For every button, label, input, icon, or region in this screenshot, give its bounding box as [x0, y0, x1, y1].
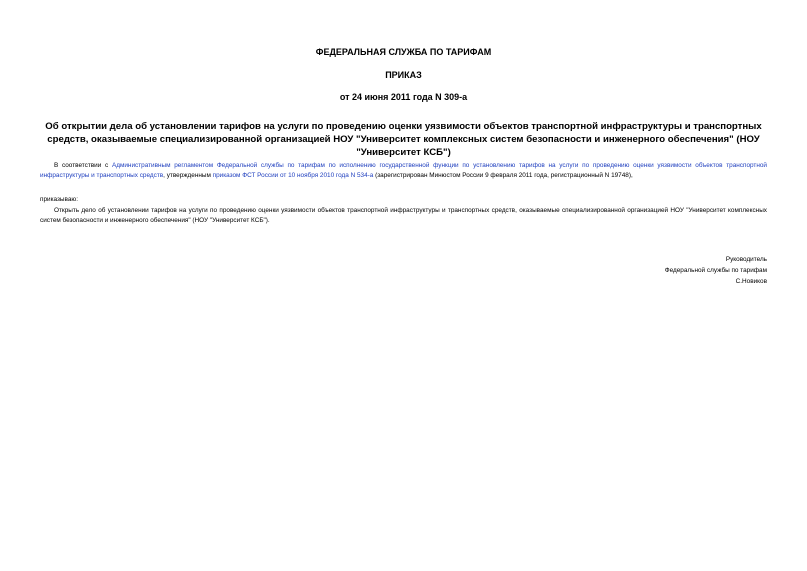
signatory-organization: Федеральной службы по тарифам [664, 267, 767, 274]
document-type: ПРИКАЗ [385, 70, 422, 80]
order-paragraph: Открыть дело об установлении тарифов на услуги по проведению оценки уязвимости объектов транспортной инфраструктуры и транспортных средств, оказываемые специализированной организацией НОУ "Университет комплексных систем безопасности и инженерного обеспечения" (НОУ "Университет КСБ"). [40, 207, 767, 224]
document-date: от 24 июня 2011 года N 309-а [339, 92, 468, 102]
signatory-position: Руководитель [725, 256, 767, 263]
preamble-prefix: В соответствии с [54, 162, 112, 169]
preamble-paragraph [40, 161, 767, 181]
regulation-link[interactable]: Административным регламентом Федеральной службы по тарифам по исполнению государственной функции по установлению тарифов на услуги по проведению оценки уязвимости объектов транспортной инфраструктуры и транспортных средств [40, 162, 767, 179]
order-keyword: приказываю: [40, 196, 78, 203]
preamble-suffix: (зарегистрирован Минюстом России 9 февраля 2011 года, регистрационный N 19748), [373, 172, 633, 179]
order-link[interactable]: приказом ФСТ России от 10 ноября 2010 года N 534-а [212, 172, 374, 179]
document-title: Об открытии дела об установлении тарифов на услуги по проведению оценки уязвимости объектов транспортной инфраструктуры и транспортных средств, оказываемые специализированной организацией НОУ "Университет комплексных систем безопасности и инженерного обеспечения" (НОУ "Университет КСБ") [45, 121, 762, 158]
signatory-name: С.Новиков [735, 278, 767, 285]
preamble-middle: , утвержденным [163, 172, 213, 179]
agency-name: ФЕДЕРАЛЬНАЯ СЛУЖБА ПО ТАРИФАМ [315, 47, 492, 57]
